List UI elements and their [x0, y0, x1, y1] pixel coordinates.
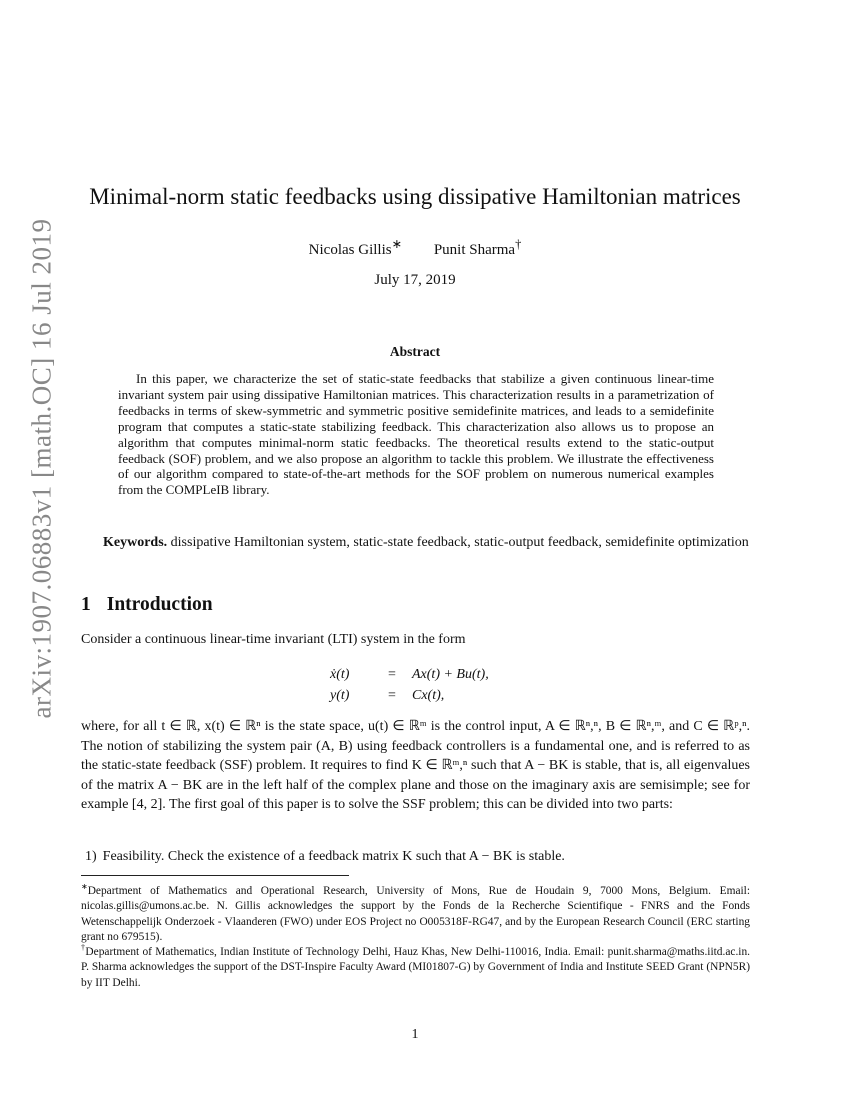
- equation-block: [330, 667, 489, 709]
- keywords: [81, 533, 750, 553]
- footnote: †Department of Mathematics, Indian Institute of Technology Delhi, Hauz Khas, New Delhi-110016, India. Email: punit.sharma@maths.iitd.ac.in. P. Sharma acknowledges the support of the DST-Inspire Faculty Award (MI01807-G) by Government of India and Institute SEED Grant (NPN5R) by IIT Delhi.: [81, 943, 750, 989]
- abstract-text: In this paper, we characterize the set of static-state feedbacks that stabilize a given continuous linear-time invariant system pair using dissipative Hamiltonian matrices. This characterization results in a parametrization of feedbacks in terms of skew-symmetric and symmetric positive semidefinite matrices, and leads to a semidefinite program that computes a static-state stabilizing feedback. This characterization also allows us to propose an algorithm that computes minimal-norm static feedbacks. The theoretical results extend to the static-output feedback (SOF) problem, and we also propose an algorithm to tackle this problem. We illustrate the effectiveness of our algorithm compared to state-of-the-art methods for the SOF problem on numerous numerical examples from the COMPLeIB library.: [118, 371, 714, 498]
- arxiv-side-label: [22, 218, 62, 718]
- page-number: 1: [411, 1027, 419, 1042]
- paper-title: Minimal-norm static feedbacks using dissipative Hamiltonian matrices: [89, 184, 741, 209]
- section-heading: [81, 594, 750, 616]
- keywords-text: dissipative Hamiltonian system, static-state feedback, static-output feedback, semidefinite optimization: [170, 535, 749, 550]
- intro-paragraph: Consider a continuous linear-time invariant (LTI) system in the form: [81, 632, 466, 647]
- author-list: [0, 236, 830, 259]
- paper-date: July 17, 2019: [374, 272, 456, 288]
- equation-row: y(t) = Cx(t),: [330, 688, 445, 703]
- section-number: 1: [81, 594, 91, 615]
- list-item: [81, 849, 750, 865]
- list-item-text: Feasibility. Check the existence of a feedback matrix K such that A − BK is stable.: [102, 849, 565, 864]
- section-title: Introduction: [106, 594, 213, 615]
- footnote: ∗Department of Mathematics and Operational Research, University of Mons, Rue de Houdain 9, 7000 Mons, Belgium. Email: nicolas.gillis@umons.ac.be. N. Gillis acknowledges the support by the Fonds de la Recherche Scientifique - FNRS and the Fonds Wetenschappelijk Onderzoek - Vlaanderen (FWO) under EOS Project no O005318F-RG47, and by the European Research Council (ERC starting grant no 679515).: [81, 882, 750, 944]
- list-item-label: 1): [85, 849, 97, 864]
- abstract-heading: Abstract: [389, 344, 441, 359]
- footnote-rule: [81, 875, 349, 876]
- arxiv-identifier: arXiv:1907.06883v1 [math.OC] 16 Jul 2019: [26, 218, 57, 718]
- keywords-label: Keywords.: [103, 535, 168, 550]
- author: Punit Sharma†: [433, 237, 522, 258]
- equation-row: ẋ(t) = Ax(t) + Bu(t),: [330, 667, 489, 682]
- author: Nicolas Gillis∗: [308, 237, 403, 258]
- body-paragraph: where, for all t ∈ ℝ, x(t) ∈ ℝⁿ is the state space, u(t) ∈ ℝᵐ is the control input, A ∈ ℝⁿ,ⁿ, B ∈ ℝⁿ,ᵐ, and C ∈ ℝᵖ,ⁿ. The notion of stabilizing the system pair (A, B) using feedback controllers is a fundamental one, and is referred to as the static-state feedback (SSF) problem. It requires to find K ∈ ℝᵐ,ⁿ such that A − BK is stable, that is, all eigenvalues of the matrix A − BK are in the left half of the complex plane and those on the imaginary axis are semisimple; see for example [4, 2]. The first goal of this paper is to solve the SSF problem; this can be divided into two parts:: [81, 719, 750, 813]
